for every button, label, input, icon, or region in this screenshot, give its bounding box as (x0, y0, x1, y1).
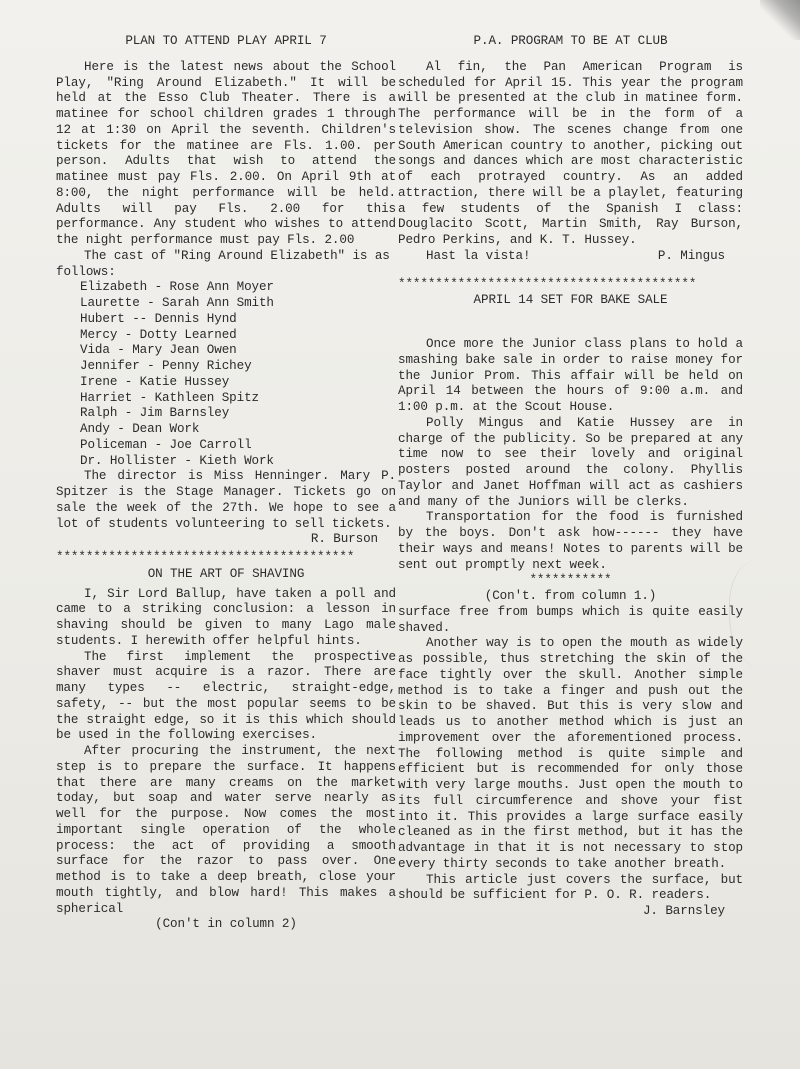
director-note: The director is Miss Henninger. Mary P. Spitzer is the Stage Manager. Tickets go on sale the week of the 27th. We hope to see a lot of students volunteering to sell tickets. (56, 469, 396, 531)
star-separator: **************************************** (56, 550, 355, 564)
cast-item: Harriet - Kathleen Spitz (80, 390, 259, 405)
bake-heading: APRIL 14 SET FOR BAKE SALE (473, 293, 668, 308)
play-heading: PLAN TO ATTEND PLAY APRIL 7 (125, 34, 327, 48)
shaving-paragraph: I, Sir Lord Ballup, have taken a poll and came to a striking conclusion: a lesson in shaving should be given to many Lago male students. I herewith offer helpful hints. (56, 586, 396, 648)
cast-item: Ralph - Jim Barnsley (80, 406, 230, 421)
shaving-signature: J. Barnsley (642, 904, 725, 918)
play-intro: Here is the latest news about the School Play, "Ring Around Elizabeth." It will be held at the Esso Club Theater. There is a matinee for school children grades 1 through 12 at 1:30 on April the seventh. Children's tickets for the matinee are Fls. 1.00. per person. Adults that wish to attend the matinee must pay Fls. 2.00. On April 9th at 8:00, the night performance will be held. Adults will pay Fls. 2.00 for this performance. Any student who wishes to attend the night performance must pay Fls. 2.00 (56, 59, 396, 247)
bake-paragraph: Transportation for the food is furnished by the boys. Don't ask how------ they have their ways and means! Notes to parents will be sent out promptly next week. (398, 510, 743, 572)
bake-stars: *********** (529, 573, 612, 588)
pa-signoff (398, 249, 743, 265)
cast-intro: The cast of "Ring Around Elizabeth" is as follows: (56, 248, 390, 279)
cast-item: Hubert -- Dennis Hynd (80, 311, 237, 326)
cast-item: Irene - Katie Hussey (80, 374, 230, 389)
bake-paragraph: Polly Mingus and Katie Hussey are in charge of the publicity. So be prepared at any time now to see their lovely and original posters posted around the colony. Phyllis Taylor and Janet Hoffman will act as cashiers and many of the Juniors will be clerks. (398, 415, 743, 509)
shaving-continued: surface free from bumps which is quite easily shaved. (398, 604, 743, 635)
cast-list (56, 280, 396, 469)
director-signature: R. Burson (310, 532, 378, 547)
shaving-continued: This article just covers the surface, but should be sufficient for P. O. R. readers. (398, 872, 743, 903)
left-column (56, 34, 396, 933)
cast-item: Policeman - Joe Carroll (80, 437, 252, 452)
cast-item: Jennifer - Penny Richey (80, 359, 252, 373)
pa-paragraph: Al fin, the Pan American Program is scheduled for April 15. This year the program will be presented at the club in matinee form. The performance will be in the form of a television show. The scenes change from one South American country to another, picking out songs and dances which are most characteristic of each protrayed country. As an added attraction, there will be a playlet, featuring a few students of the Spanish I class: Douglacito Scott, Martin Smith, Ray Burson, Pedro Perkins, and K. T. Hussey. (398, 59, 743, 247)
shaving-heading: ON THE ART OF SHAVING (147, 566, 305, 581)
cast-item: Andy - Dean Work (80, 422, 200, 436)
cast-item: Vida - Mary Jean Owen (80, 343, 237, 358)
bake-paragraph: Once more the Junior class plans to hold a smashing bake sale in order to raise money for the Junior Prom. This affair will be held on April 14 between the hours of 9:00 a.m. and 1:00 p.m. at the Scout House. (398, 337, 743, 414)
cast-item: Laurette - Sarah Ann Smith (80, 296, 274, 310)
cast-item: Elizabeth - Rose Ann Moyer (80, 280, 274, 295)
pa-closing: Hast la vista! (426, 248, 531, 263)
torn-corner (760, 0, 800, 40)
shaving-paragraph: After procuring the instrument, the next step is to prepare the surface. It happens that there are many creams on the market today, but soap and water serve nearly as well for the purpose. Now comes the most important single operation of the whole process: the act of providing a smooth surface for the razor to pass over. One method is to take a deep breath, close your mouth tightly, and blow hard! This makes a spherical (56, 744, 396, 916)
shaving-continued: Another way is to open the mouth as widely as possible, thus stretching the skin of the face tightly over the skull. Another simple method is to take a finger and push out the skin to be shaved. But this is very slow and leads us to another method which is just an improvement over the aforementioned process. The following method is quite simple and efficient but is recommended for only those with very large mouths. Just open the mouth to its full circumference and shove your fist into it. This provides a large surface easily cleaned as in the first method, but it has the advantage in that it is not necessary to stop every thirty seconds to take another breath. (398, 636, 743, 871)
continued-note: (Con't in column 2) (155, 917, 297, 932)
star-separator: **************************************** (398, 276, 697, 291)
cast-item: Mercy - Dotty Learned (80, 327, 237, 342)
shaving-paragraph: The first implement the prospective shaver must acquire is a razor. There are many types -- electric, straight-edge, safety, -- but the most popular seems to be the straight edge, so it is this which should be used in the following exercises. (56, 649, 396, 743)
cast-item: Dr. Hollister - Kieth Work (80, 453, 274, 468)
pa-signature: P. Mingus (657, 248, 725, 263)
pa-heading: P.A. PROGRAM TO BE AT CLUB (473, 34, 668, 48)
continued-from-note: (Con't. from column 1.) (484, 589, 657, 603)
right-column (398, 34, 743, 920)
